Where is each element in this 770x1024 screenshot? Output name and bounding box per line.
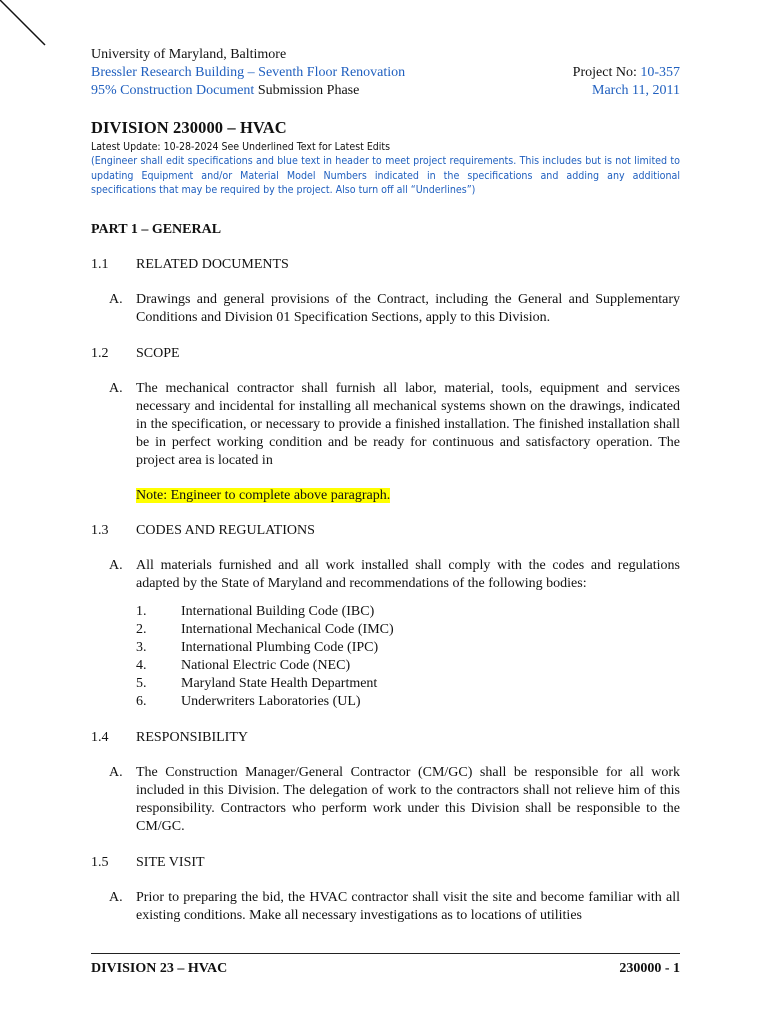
university-name: University of Maryland, Baltimore [91,47,287,62]
submission-phase: 95% Construction Document Submission Phase [91,83,360,98]
project-number: Project No: 10-357 [572,65,680,80]
part-heading: PART 1 – GENERAL [91,221,222,237]
paragraph: A. All materials furnished and all work installed shall comply with the codes and regulations adapted by the State of Maryland and recommendations of the following bodies: [109,557,680,591]
footer-divider [91,953,680,954]
list-item: 1. International Building Code (IBC) [136,603,375,619]
division-title: DIVISION 230000 – HVAC [91,118,287,137]
footer-division: DIVISION 23 – HVAC [91,961,228,976]
document-date: March 11, 2011 [592,83,680,98]
paragraph: A. Prior to preparing the bid, the HVAC contractor shall visit the site and become familiar with all existing conditions. Make all necessary investigations as to locations of utilities [109,889,680,923]
article-heading: 1.4 RESPONSIBILITY [91,729,249,745]
list-item: 2. International Mechanical Code (IMC) [136,621,394,637]
paragraph: A. The mechanical contractor shall furnish all labor, material, tools, equipment and services necessary and incidental for installing all mechanical systems shown on the drawings, indicated in the specification, or necessary to provide a finished installation. The finished installation shall be in perfect working condition and be ready for continuous and satisfactory operation. The project area is located in [109,380,680,468]
article-heading: 1.3 CODES AND REGULATIONS [91,522,315,538]
list-item: 6. Underwriters Laboratories (UL) [136,693,361,709]
engineer-note: (Engineer shall edit specifications and blue text in header to meet project requirements. This includes but is not limited to updating Equipment and/or Material Model Numbers indicated in the specifications and adding any additional specifications that may be required by the project. Also turn off all “Underlines”) [91,155,680,196]
page-footer [91,961,680,977]
list-item: 4. National Electric Code (NEC) [136,657,351,673]
paragraph: A. Drawings and general provisions of the Contract, including the General and Supplementary Conditions and Division 01 Specification Sections, apply to this Division. [109,291,680,325]
article-heading: 1.2 SCOPE [91,345,180,361]
article-heading: 1.1 RELATED DOCUMENTS [91,256,289,272]
latest-update: Latest Update: 10-28-2024 See Underlined Text for Latest Edits [91,141,391,153]
paragraph: A. The Construction Manager/General Contractor (CM/GC) shall be responsible for all work included in this Division. The delegation of work to the contractors shall not relieve him of this responsibility. Contractors who perform work under this Division shall be responsible to the CM/GC. [109,764,680,834]
building-name: Bressler Research Building – Seventh Floor Renovation [91,65,406,80]
list-item: 3. International Plumbing Code (IPC) [136,639,379,655]
codes-list [136,603,680,711]
highlighted-note: Note: Engineer to complete above paragraph. [136,487,391,503]
corner-fold-mark [0,0,50,50]
list-item: 5. Maryland State Health Department [136,675,378,691]
page-header [91,46,680,100]
page-number: 230000 - 1 [619,961,680,976]
document-page [91,46,680,925]
article-heading: 1.5 SITE VISIT [91,854,205,870]
